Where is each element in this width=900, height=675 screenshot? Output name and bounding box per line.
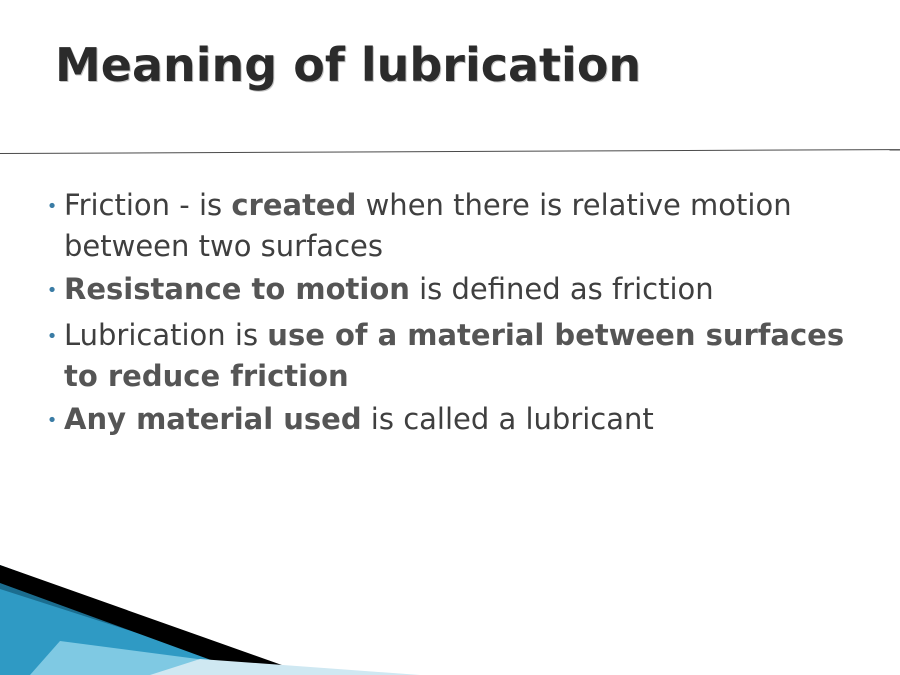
bullet-lubricant bbox=[40, 399, 860, 443]
bullet-text bbox=[64, 399, 860, 440]
bullet-text-plain: is defined as friction bbox=[409, 272, 714, 306]
bullet-text bbox=[64, 269, 860, 310]
bullet-text-plain: when there is relative motion between two surfaces bbox=[64, 188, 792, 263]
bullet-friction bbox=[40, 185, 860, 267]
bullet-text-emphasis: use of a material between surfaces to reduce friction bbox=[64, 318, 845, 393]
bullet-text-plain: is called a lubricant bbox=[361, 402, 654, 436]
bullet-text-plain: Lubrication is bbox=[64, 318, 268, 352]
bullet-resistance bbox=[40, 269, 860, 313]
bottom-left-corner-graphic bbox=[0, 555, 420, 675]
bullet-text-emphasis: Resistance to motion bbox=[64, 272, 410, 306]
bullet-text bbox=[64, 315, 860, 397]
bullet-text-emphasis: Any material used bbox=[64, 402, 362, 436]
bullet-dot-icon: • bbox=[46, 326, 58, 347]
page-title: Meaning of lubrication bbox=[55, 38, 642, 92]
bullet-dot-icon: • bbox=[46, 196, 58, 217]
bullet-text-plain: Friction - is bbox=[64, 188, 232, 222]
bullet-lubrication bbox=[40, 315, 860, 397]
bullet-dot-icon: • bbox=[46, 410, 58, 431]
bullet-text bbox=[64, 185, 860, 267]
bullet-text-emphasis: created bbox=[231, 188, 357, 222]
title-divider bbox=[0, 149, 900, 154]
bullet-dot-icon: • bbox=[46, 280, 58, 301]
bullet-list bbox=[40, 185, 860, 445]
